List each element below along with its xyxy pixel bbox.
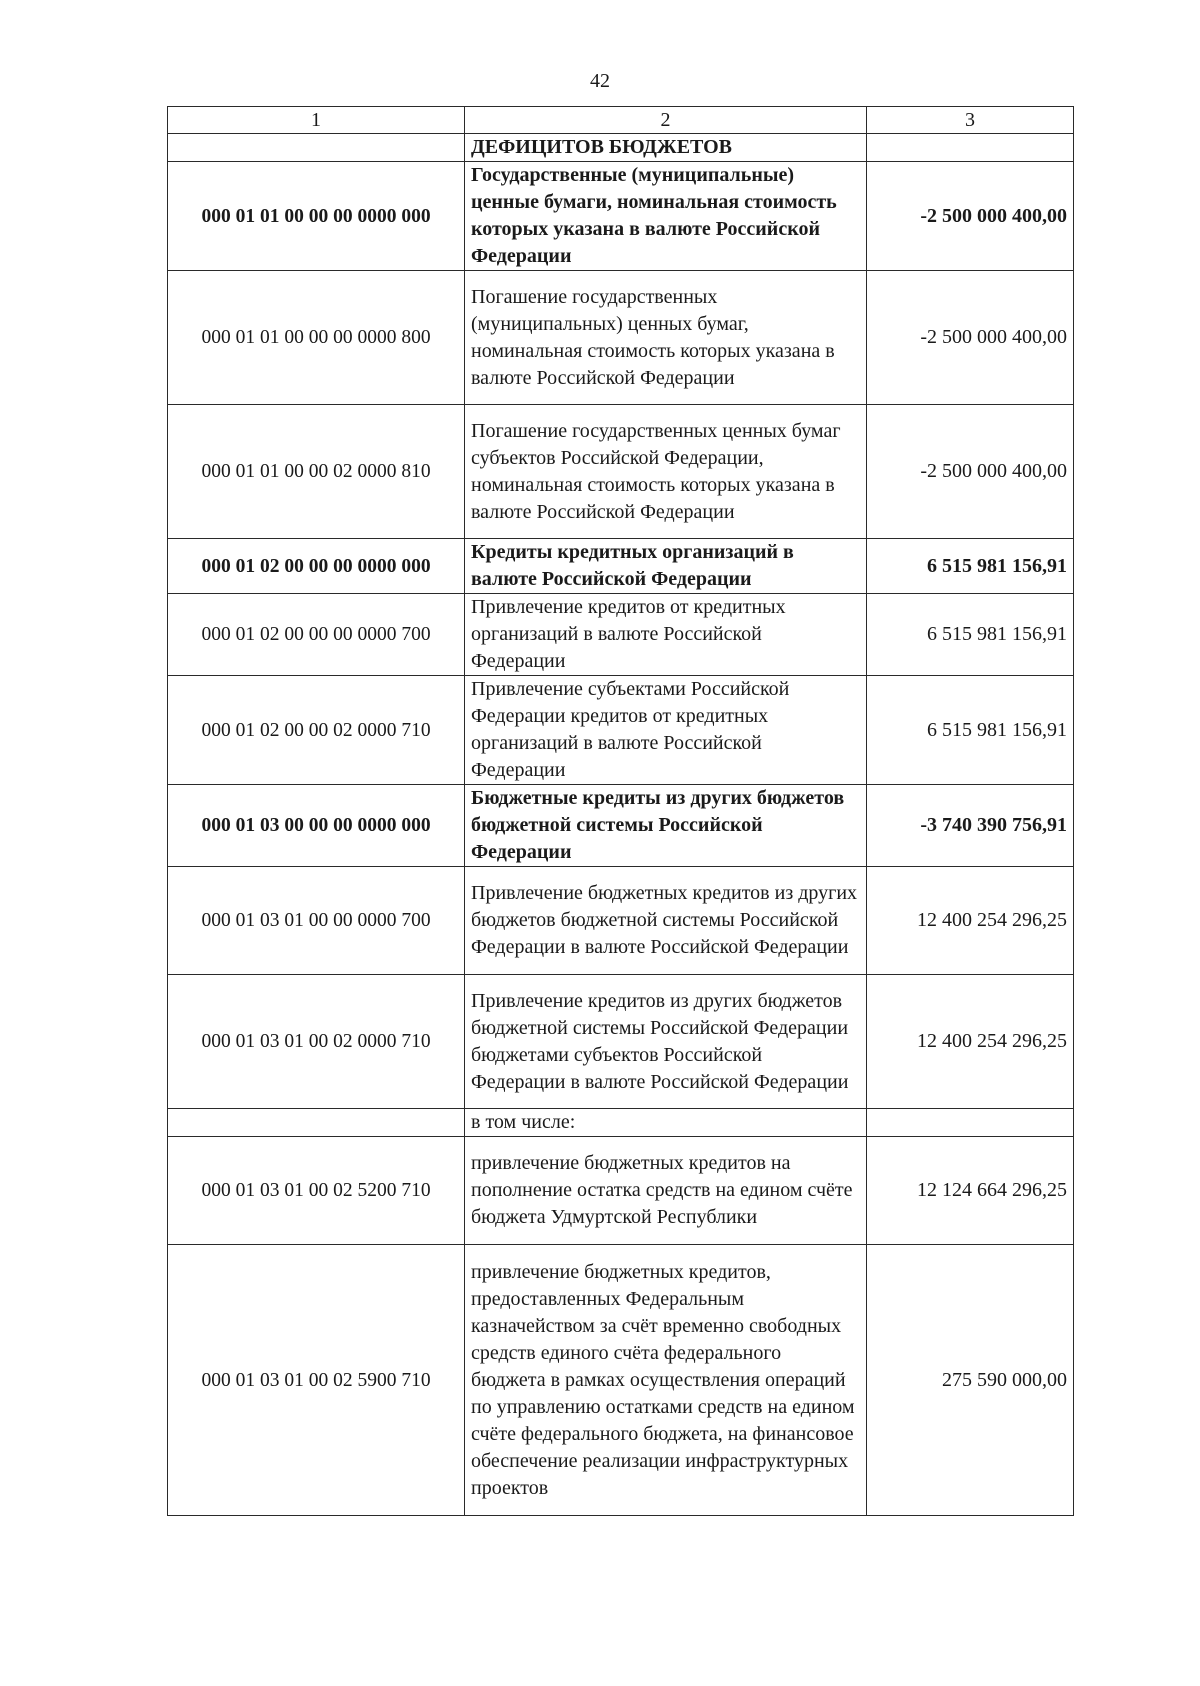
column-number-header-row: [168, 107, 1074, 134]
item-name-cell: Погашение государственных ценных бумаг субъектов Российской Федерации, номинальная стоимость которых указана в валюте Российской Федерации: [465, 405, 867, 539]
item-name-cell: привлечение бюджетных кредитов, предоставленных Федеральным казначейством за счёт временно свободных средств единого счёта федерального бюджета в рамках осуществления операций по управлению остатками средств на едином счёте федерального бюджета, на финансовое обеспечение реализации инфраструктурных проектов: [465, 1245, 867, 1516]
amount-cell: 12 124 664 296,25: [867, 1137, 1074, 1245]
item-name-cell: Привлечение кредитов от кредитных организаций в валюте Российской Федерации: [465, 594, 867, 676]
item-name-cell: Привлечение бюджетных кредитов из других бюджетов бюджетной системы Российской Федерации в валюте Российской Федерации: [465, 867, 867, 975]
table-row: [168, 867, 1074, 975]
amount-cell: [867, 1109, 1074, 1137]
column-number-3: 3: [867, 107, 1074, 134]
amount-cell: 6 515 981 156,91: [867, 594, 1074, 676]
amount-cell: -3 740 390 756,91: [867, 785, 1074, 867]
table-row: [168, 676, 1074, 785]
budget-code-cell: 000 01 01 00 00 00 0000 000: [168, 162, 465, 271]
amount-cell: 12 400 254 296,25: [867, 867, 1074, 975]
table-row: [168, 1245, 1074, 1516]
budget-code-cell: [168, 1109, 465, 1137]
amount-cell: [867, 134, 1074, 162]
item-name-cell: Привлечение субъектами Российской Федерации кредитов от кредитных организаций в валюте Российской Федерации: [465, 676, 867, 785]
table-row: [168, 134, 1074, 162]
budget-code-cell: 000 01 03 01 00 02 5900 710: [168, 1245, 465, 1516]
table-row: [168, 271, 1074, 405]
table-row: [168, 405, 1074, 539]
item-name-cell: Погашение государственных (муниципальных) ценных бумаг, номинальная стоимость которых указана в валюте Российской Федерации: [465, 271, 867, 405]
budget-code-cell: 000 01 03 01 00 02 5200 710: [168, 1137, 465, 1245]
amount-cell: 12 400 254 296,25: [867, 975, 1074, 1109]
budget-code-cell: 000 01 01 00 00 02 0000 810: [168, 405, 465, 539]
budget-code-cell: 000 01 03 00 00 00 0000 000: [168, 785, 465, 867]
amount-cell: 6 515 981 156,91: [867, 539, 1074, 594]
item-name-cell: Кредиты кредитных организаций в валюте Российской Федерации: [465, 539, 867, 594]
budget-code-cell: 000 01 02 00 00 00 0000 700: [168, 594, 465, 676]
item-name-cell: Привлечение кредитов из других бюджетов бюджетной системы Российской Федерации бюджетами субъектов Российской Федерации в валюте Российской Федерации: [465, 975, 867, 1109]
table-row: [168, 539, 1074, 594]
budget-code-cell: 000 01 03 01 00 02 0000 710: [168, 975, 465, 1109]
item-name-cell: в том числе:: [465, 1109, 867, 1137]
item-name-cell: ДЕФИЦИТОВ БЮДЖЕТОВ: [465, 134, 867, 162]
table-row: [168, 1137, 1074, 1245]
item-name-cell: Государственные (муниципальные) ценные бумаги, номинальная стоимость которых указана в валюте Российской Федерации: [465, 162, 867, 271]
table-row: [168, 594, 1074, 676]
budget-code-cell: 000 01 03 01 00 00 0000 700: [168, 867, 465, 975]
amount-cell: 6 515 981 156,91: [867, 676, 1074, 785]
page-number: 42: [590, 70, 610, 92]
amount-cell: 275 590 000,00: [867, 1245, 1074, 1516]
table-row: [168, 1109, 1074, 1137]
item-name-cell: Бюджетные кредиты из других бюджетов бюджетной системы Российской Федерации: [465, 785, 867, 867]
column-number-2: 2: [465, 107, 867, 134]
budget-code-cell: 000 01 02 00 00 00 0000 000: [168, 539, 465, 594]
budget-code-cell: 000 01 02 00 00 02 0000 710: [168, 676, 465, 785]
column-number-1: 1: [168, 107, 465, 134]
table-row: [168, 785, 1074, 867]
amount-cell: -2 500 000 400,00: [867, 271, 1074, 405]
amount-cell: -2 500 000 400,00: [867, 162, 1074, 271]
amount-cell: -2 500 000 400,00: [867, 405, 1074, 539]
table-row: [168, 975, 1074, 1109]
item-name-cell: привлечение бюджетных кредитов на пополнение остатка средств на едином счёте бюджета Удмуртской Республики: [465, 1137, 867, 1245]
budget-code-cell: [168, 134, 465, 162]
budget-sources-table: [167, 106, 1074, 1516]
budget-code-cell: 000 01 01 00 00 00 0000 800: [168, 271, 465, 405]
table-row: [168, 162, 1074, 271]
